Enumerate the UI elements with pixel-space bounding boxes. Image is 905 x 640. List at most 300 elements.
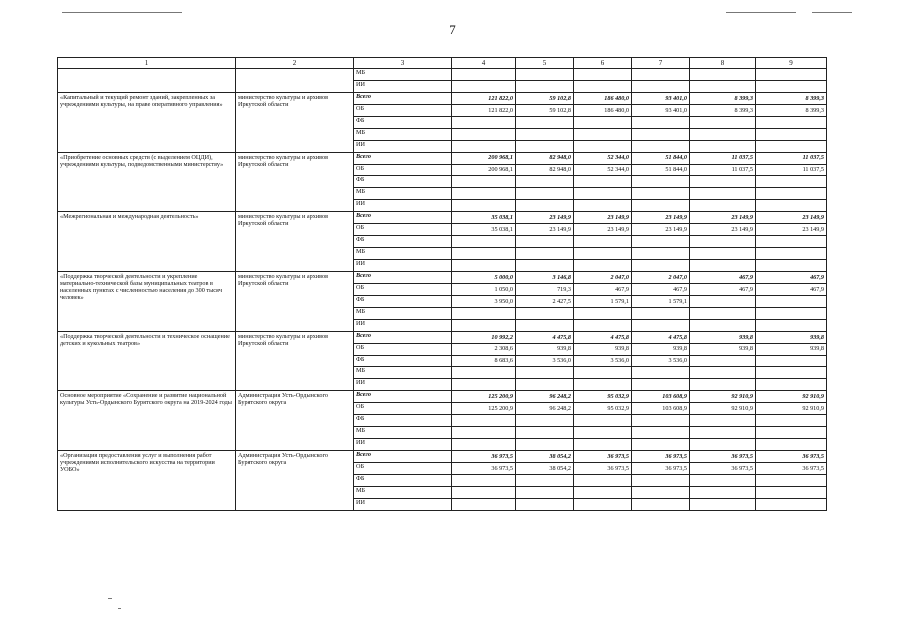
activity-description-cell: Основное мероприятие «Сохранение и развитие национальной культуры Усть-Ордынского Бурятского округа на 2019-2024 годы bbox=[58, 391, 236, 451]
value-cell: 939,8 bbox=[516, 343, 574, 355]
value-cell: 3 536,0 bbox=[574, 355, 632, 367]
value-cell: 95 032,9 bbox=[574, 403, 632, 415]
value-cell bbox=[632, 307, 690, 319]
value-cell: 36 973,5 bbox=[690, 462, 756, 474]
value-cell bbox=[632, 80, 690, 92]
value-cell: 8 399,3 bbox=[756, 104, 827, 116]
carryover-executor-cell bbox=[236, 69, 354, 93]
value-cell bbox=[690, 427, 756, 439]
value-cell bbox=[574, 80, 632, 92]
value-cell: 36 973,5 bbox=[574, 462, 632, 474]
page-number: 7 bbox=[449, 22, 456, 37]
activity-description-cell: «Приобретение основных средств (с выделением ОЦДИ), учреждениями культуры, подведомственными министерству» bbox=[58, 152, 236, 212]
funding-source-cell: ОБ bbox=[354, 224, 452, 236]
executor-cell: министерство культуры и архивов Иркутской области bbox=[236, 331, 354, 391]
value-cell bbox=[574, 116, 632, 128]
value-cell: 92 910,9 bbox=[756, 391, 827, 403]
value-cell bbox=[574, 188, 632, 200]
value-cell bbox=[516, 486, 574, 498]
value-cell: 125 200,9 bbox=[452, 403, 516, 415]
value-cell: 467,9 bbox=[690, 283, 756, 295]
scan-artifact bbox=[812, 12, 852, 13]
value-cell bbox=[452, 140, 516, 152]
value-cell bbox=[632, 319, 690, 331]
funding-source-cell: ОБ bbox=[354, 283, 452, 295]
value-cell bbox=[516, 200, 574, 212]
value-cell bbox=[632, 200, 690, 212]
value-cell: 719,3 bbox=[516, 283, 574, 295]
value-cell bbox=[756, 200, 827, 212]
funding-source-cell: ИИ bbox=[354, 140, 452, 152]
value-cell bbox=[452, 498, 516, 510]
value-cell bbox=[690, 248, 756, 260]
value-cell: 59 102,8 bbox=[516, 92, 574, 104]
value-cell: 23 149,9 bbox=[756, 224, 827, 236]
column-header: 2 bbox=[236, 58, 354, 69]
value-cell bbox=[574, 498, 632, 510]
value-cell bbox=[690, 319, 756, 331]
value-cell bbox=[452, 80, 516, 92]
activity-description-cell: «Капитальный и текущий ремонт зданий, закрепленных за учреждениями культуры, на праве оперативного управления» bbox=[58, 92, 236, 152]
funding-source-cell: ФБ bbox=[354, 355, 452, 367]
value-cell bbox=[632, 116, 690, 128]
value-cell bbox=[690, 498, 756, 510]
value-cell bbox=[632, 379, 690, 391]
value-cell bbox=[632, 176, 690, 188]
value-cell bbox=[516, 69, 574, 81]
value-cell: 36 973,5 bbox=[632, 451, 690, 463]
value-cell bbox=[516, 128, 574, 140]
table-row bbox=[58, 152, 827, 164]
value-cell bbox=[690, 69, 756, 81]
value-cell bbox=[516, 80, 574, 92]
value-cell: 52 344,0 bbox=[574, 152, 632, 164]
value-cell: 8 399,3 bbox=[690, 92, 756, 104]
value-cell bbox=[574, 236, 632, 248]
funding-source-cell: ИИ bbox=[354, 319, 452, 331]
funding-source-cell: ФБ bbox=[354, 116, 452, 128]
funding-source-cell: ОБ bbox=[354, 462, 452, 474]
executor-cell: министерство культуры и архивов Иркутской области bbox=[236, 92, 354, 152]
value-cell bbox=[574, 176, 632, 188]
value-cell: 23 149,9 bbox=[516, 224, 574, 236]
activity-description-cell: «Поддержка творческой деятельности и укрепление материально-технической базы муниципальных театров в населенных пунктах с численностью населения до 300 тысяч человек» bbox=[58, 271, 236, 331]
column-header: 5 bbox=[516, 58, 574, 69]
value-cell bbox=[452, 236, 516, 248]
funding-source-cell: Всего bbox=[354, 331, 452, 343]
value-cell: 96 248,2 bbox=[516, 391, 574, 403]
value-cell: 10 992,2 bbox=[452, 331, 516, 343]
value-cell bbox=[574, 474, 632, 486]
value-cell bbox=[756, 439, 827, 451]
value-cell bbox=[452, 248, 516, 260]
value-cell: 82 948,0 bbox=[516, 164, 574, 176]
column-header: 6 bbox=[574, 58, 632, 69]
value-cell bbox=[690, 140, 756, 152]
value-cell bbox=[756, 236, 827, 248]
value-cell: 939,8 bbox=[756, 331, 827, 343]
value-cell: 2 427,5 bbox=[516, 295, 574, 307]
value-cell bbox=[574, 415, 632, 427]
funding-source-cell: Всего bbox=[354, 152, 452, 164]
value-cell: 36 973,5 bbox=[452, 451, 516, 463]
value-cell bbox=[756, 319, 827, 331]
value-cell bbox=[516, 427, 574, 439]
value-cell bbox=[690, 367, 756, 379]
value-cell: 82 948,0 bbox=[516, 152, 574, 164]
funding-source-cell: МБ bbox=[354, 427, 452, 439]
value-cell: 23 149,9 bbox=[632, 212, 690, 224]
value-cell bbox=[452, 128, 516, 140]
column-header: 3 bbox=[354, 58, 452, 69]
value-cell: 38 054,2 bbox=[516, 451, 574, 463]
activity-description-cell: «Поддержка творческой деятельности и техническое оснащение детских и кукольных театров» bbox=[58, 331, 236, 391]
value-cell: 35 038,1 bbox=[452, 224, 516, 236]
value-cell bbox=[632, 140, 690, 152]
value-cell: 121 822,0 bbox=[452, 92, 516, 104]
funding-source-cell: МБ bbox=[354, 128, 452, 140]
value-cell bbox=[690, 379, 756, 391]
value-cell bbox=[452, 116, 516, 128]
value-cell bbox=[452, 69, 516, 81]
value-cell bbox=[452, 379, 516, 391]
value-cell: 467,9 bbox=[690, 271, 756, 283]
value-cell: 2 047,0 bbox=[574, 271, 632, 283]
value-cell bbox=[516, 367, 574, 379]
value-cell: 200 968,1 bbox=[452, 164, 516, 176]
funding-source-cell: ФБ bbox=[354, 474, 452, 486]
value-cell bbox=[574, 248, 632, 260]
value-cell bbox=[756, 128, 827, 140]
executor-cell: Администрация Усть-Ордынского Бурятского округа bbox=[236, 391, 354, 451]
value-cell: 11 037,5 bbox=[690, 152, 756, 164]
value-cell: 103 608,9 bbox=[632, 391, 690, 403]
value-cell bbox=[574, 260, 632, 272]
value-cell bbox=[574, 140, 632, 152]
value-cell bbox=[756, 355, 827, 367]
value-cell bbox=[690, 128, 756, 140]
executor-cell: министерство культуры и архивов Иркутской области bbox=[236, 271, 354, 331]
value-cell: 23 149,9 bbox=[516, 212, 574, 224]
carryover-description-cell bbox=[58, 69, 236, 93]
value-cell: 23 149,9 bbox=[574, 224, 632, 236]
value-cell: 3 536,0 bbox=[516, 355, 574, 367]
value-cell bbox=[452, 200, 516, 212]
value-cell bbox=[632, 260, 690, 272]
value-cell: 51 844,0 bbox=[632, 164, 690, 176]
value-cell: 51 844,0 bbox=[632, 152, 690, 164]
value-cell: 36 973,5 bbox=[756, 451, 827, 463]
value-cell: 36 973,5 bbox=[574, 451, 632, 463]
value-cell: 1 050,0 bbox=[452, 283, 516, 295]
value-cell: 4 475,8 bbox=[516, 331, 574, 343]
value-cell: 92 910,9 bbox=[756, 403, 827, 415]
value-cell: 11 037,5 bbox=[690, 164, 756, 176]
table-row bbox=[58, 331, 827, 343]
value-cell: 36 973,5 bbox=[452, 462, 516, 474]
value-cell bbox=[690, 415, 756, 427]
column-header: 4 bbox=[452, 58, 516, 69]
activity-description-cell: «Межрегиональная и международная деятельность» bbox=[58, 212, 236, 272]
value-cell: 200 968,1 bbox=[452, 152, 516, 164]
value-cell: 93 401,0 bbox=[632, 104, 690, 116]
value-cell bbox=[690, 295, 756, 307]
value-cell bbox=[452, 260, 516, 272]
funding-source-cell: МБ bbox=[354, 188, 452, 200]
value-cell: 125 200,9 bbox=[452, 391, 516, 403]
funding-source-cell: ИИ bbox=[354, 498, 452, 510]
value-cell: 35 038,1 bbox=[452, 212, 516, 224]
value-cell bbox=[756, 307, 827, 319]
value-cell bbox=[516, 260, 574, 272]
funding-source-cell: ФБ bbox=[354, 295, 452, 307]
funding-source-cell: ОБ bbox=[354, 164, 452, 176]
value-cell bbox=[756, 188, 827, 200]
value-cell: 1 579,1 bbox=[632, 295, 690, 307]
value-cell bbox=[632, 498, 690, 510]
scan-artifact bbox=[62, 12, 182, 13]
value-cell: 11 037,5 bbox=[756, 164, 827, 176]
funding-source-cell: Всего bbox=[354, 391, 452, 403]
funding-source-cell: Всего bbox=[354, 92, 452, 104]
value-cell: 23 149,9 bbox=[574, 212, 632, 224]
value-cell bbox=[690, 116, 756, 128]
funding-source-cell: Всего bbox=[354, 271, 452, 283]
value-cell bbox=[574, 128, 632, 140]
value-cell: 93 401,0 bbox=[632, 92, 690, 104]
value-cell bbox=[574, 427, 632, 439]
value-cell: 5 000,0 bbox=[452, 271, 516, 283]
value-cell: 467,9 bbox=[632, 283, 690, 295]
value-cell bbox=[632, 486, 690, 498]
value-cell bbox=[574, 439, 632, 451]
value-cell bbox=[452, 307, 516, 319]
value-cell: 939,8 bbox=[690, 343, 756, 355]
value-cell bbox=[690, 355, 756, 367]
value-cell bbox=[690, 236, 756, 248]
value-cell bbox=[632, 474, 690, 486]
value-cell bbox=[632, 188, 690, 200]
value-cell bbox=[452, 176, 516, 188]
value-cell: 467,9 bbox=[756, 271, 827, 283]
value-cell bbox=[756, 80, 827, 92]
value-cell: 8 399,3 bbox=[690, 104, 756, 116]
value-cell bbox=[690, 260, 756, 272]
value-cell bbox=[632, 248, 690, 260]
value-cell: 186 480,0 bbox=[574, 104, 632, 116]
table-row bbox=[58, 451, 827, 463]
column-header: 1 bbox=[58, 58, 236, 69]
scan-artifact bbox=[726, 12, 796, 13]
value-cell bbox=[452, 439, 516, 451]
value-cell bbox=[756, 379, 827, 391]
value-cell bbox=[574, 319, 632, 331]
value-cell bbox=[632, 427, 690, 439]
value-cell bbox=[516, 439, 574, 451]
value-cell: 92 910,9 bbox=[690, 403, 756, 415]
funding-source-cell: МБ bbox=[354, 307, 452, 319]
value-cell bbox=[516, 140, 574, 152]
scan-artifact bbox=[118, 608, 121, 609]
funding-source-cell: Всего bbox=[354, 212, 452, 224]
value-cell bbox=[574, 200, 632, 212]
column-header: 8 bbox=[690, 58, 756, 69]
value-cell: 23 149,9 bbox=[690, 224, 756, 236]
funding-source-cell: ИИ bbox=[354, 260, 452, 272]
value-cell bbox=[756, 498, 827, 510]
value-cell bbox=[632, 415, 690, 427]
value-cell bbox=[516, 498, 574, 510]
value-cell bbox=[690, 176, 756, 188]
value-cell: 2 308,6 bbox=[452, 343, 516, 355]
value-cell: 467,9 bbox=[574, 283, 632, 295]
executor-cell: министерство культуры и архивов Иркутской области bbox=[236, 152, 354, 212]
value-cell: 92 910,9 bbox=[690, 391, 756, 403]
value-cell bbox=[452, 427, 516, 439]
value-cell bbox=[452, 486, 516, 498]
value-cell: 96 248,2 bbox=[516, 403, 574, 415]
value-cell bbox=[452, 319, 516, 331]
funding-source-cell: ОБ bbox=[354, 403, 452, 415]
value-cell bbox=[516, 116, 574, 128]
value-cell bbox=[516, 474, 574, 486]
value-cell bbox=[690, 80, 756, 92]
value-cell: 939,8 bbox=[756, 343, 827, 355]
value-cell: 23 149,9 bbox=[690, 212, 756, 224]
value-cell bbox=[516, 188, 574, 200]
funding-source-cell: МБ bbox=[354, 69, 452, 81]
value-cell: 939,8 bbox=[574, 343, 632, 355]
value-cell bbox=[632, 439, 690, 451]
value-cell bbox=[690, 474, 756, 486]
value-cell bbox=[516, 319, 574, 331]
value-cell bbox=[574, 379, 632, 391]
table-row bbox=[58, 69, 827, 81]
table-row bbox=[58, 212, 827, 224]
value-cell bbox=[452, 188, 516, 200]
value-cell: 36 973,5 bbox=[632, 462, 690, 474]
executor-cell: Администрация Усть-Ордынского Бурятского округа bbox=[236, 451, 354, 511]
value-cell bbox=[516, 379, 574, 391]
funding-source-cell: МБ bbox=[354, 248, 452, 260]
value-cell: 467,9 bbox=[756, 283, 827, 295]
table-row bbox=[58, 271, 827, 283]
value-cell: 95 032,9 bbox=[574, 391, 632, 403]
funding-source-cell: ИИ bbox=[354, 439, 452, 451]
value-cell: 1 579,1 bbox=[574, 295, 632, 307]
value-cell bbox=[516, 176, 574, 188]
value-cell: 8 399,3 bbox=[756, 92, 827, 104]
value-cell bbox=[574, 486, 632, 498]
value-cell: 121 822,0 bbox=[452, 104, 516, 116]
column-header: 7 bbox=[632, 58, 690, 69]
value-cell bbox=[756, 69, 827, 81]
funding-source-cell: ИИ bbox=[354, 80, 452, 92]
funding-source-cell: ФБ bbox=[354, 415, 452, 427]
value-cell bbox=[756, 260, 827, 272]
value-cell bbox=[632, 69, 690, 81]
value-cell bbox=[516, 307, 574, 319]
value-cell: 11 037,5 bbox=[756, 152, 827, 164]
column-header: 9 bbox=[756, 58, 827, 69]
value-cell bbox=[516, 248, 574, 260]
value-cell bbox=[452, 415, 516, 427]
value-cell bbox=[690, 439, 756, 451]
value-cell bbox=[756, 486, 827, 498]
funding-source-cell: ФБ bbox=[354, 176, 452, 188]
value-cell: 38 054,2 bbox=[516, 462, 574, 474]
value-cell bbox=[756, 176, 827, 188]
value-cell bbox=[756, 295, 827, 307]
value-cell: 186 480,0 bbox=[574, 92, 632, 104]
scan-artifact bbox=[108, 598, 112, 599]
funding-source-cell: ИИ bbox=[354, 379, 452, 391]
funding-source-cell: ИИ bbox=[354, 200, 452, 212]
value-cell bbox=[574, 367, 632, 379]
value-cell bbox=[756, 140, 827, 152]
value-cell: 36 973,5 bbox=[756, 462, 827, 474]
funding-source-cell: ФБ bbox=[354, 236, 452, 248]
value-cell: 4 475,8 bbox=[632, 331, 690, 343]
value-cell: 8 683,6 bbox=[452, 355, 516, 367]
value-cell bbox=[756, 248, 827, 260]
value-cell: 3 950,0 bbox=[452, 295, 516, 307]
value-cell: 23 149,9 bbox=[632, 224, 690, 236]
table-row bbox=[58, 92, 827, 104]
value-cell bbox=[516, 415, 574, 427]
value-cell bbox=[690, 486, 756, 498]
value-cell: 23 149,9 bbox=[756, 212, 827, 224]
value-cell: 52 344,0 bbox=[574, 164, 632, 176]
value-cell bbox=[574, 307, 632, 319]
value-cell: 939,8 bbox=[632, 343, 690, 355]
value-cell bbox=[452, 367, 516, 379]
value-cell bbox=[516, 236, 574, 248]
value-cell: 59 102,8 bbox=[516, 104, 574, 116]
value-cell bbox=[632, 236, 690, 248]
value-cell bbox=[574, 69, 632, 81]
value-cell bbox=[632, 367, 690, 379]
value-cell: 36 973,5 bbox=[690, 451, 756, 463]
value-cell: 4 475,8 bbox=[574, 331, 632, 343]
activity-description-cell: «Организация предоставления услуг и выполнения работ учреждениями исполнительского искусства на территории УОБО» bbox=[58, 451, 236, 511]
value-cell bbox=[690, 307, 756, 319]
funding-source-cell: МБ bbox=[354, 486, 452, 498]
value-cell bbox=[756, 474, 827, 486]
value-cell: 3 536,0 bbox=[632, 355, 690, 367]
table-row bbox=[58, 391, 827, 403]
value-cell bbox=[756, 367, 827, 379]
value-cell: 2 047,0 bbox=[632, 271, 690, 283]
funding-source-cell: МБ bbox=[354, 367, 452, 379]
value-cell bbox=[756, 427, 827, 439]
column-header-row bbox=[58, 58, 827, 69]
value-cell: 3 146,8 bbox=[516, 271, 574, 283]
program-funding-table bbox=[57, 57, 827, 511]
value-cell bbox=[690, 188, 756, 200]
value-cell: 103 608,9 bbox=[632, 403, 690, 415]
funding-source-cell: Всего bbox=[354, 451, 452, 463]
value-cell bbox=[452, 474, 516, 486]
value-cell bbox=[632, 128, 690, 140]
value-cell bbox=[756, 116, 827, 128]
funding-source-cell: ОБ bbox=[354, 104, 452, 116]
value-cell bbox=[690, 200, 756, 212]
value-cell: 939,8 bbox=[690, 331, 756, 343]
executor-cell: министерство культуры и архивов Иркутской области bbox=[236, 212, 354, 272]
value-cell bbox=[756, 415, 827, 427]
funding-source-cell: ОБ bbox=[354, 343, 452, 355]
